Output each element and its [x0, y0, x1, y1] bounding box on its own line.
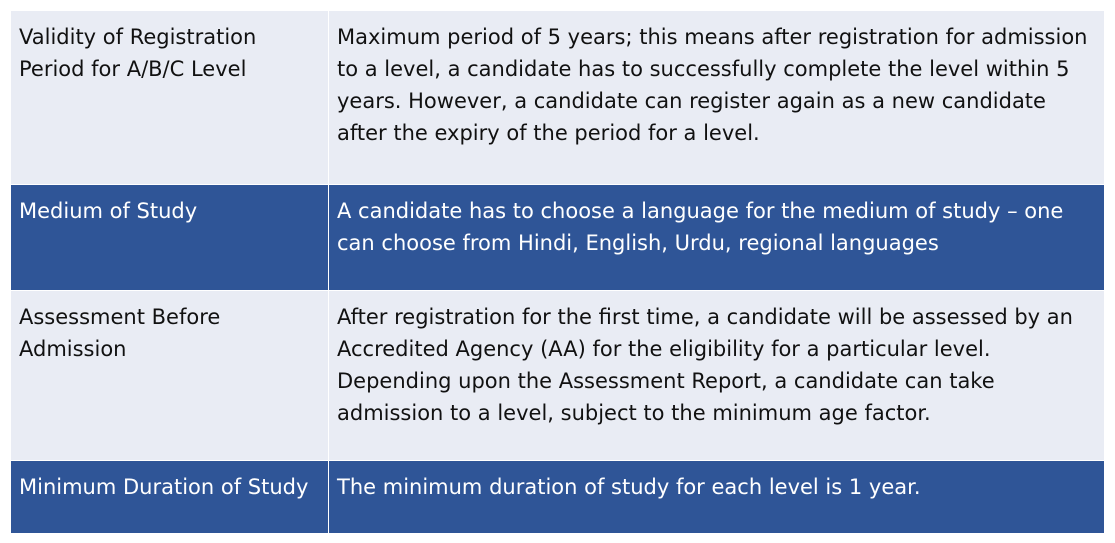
row-description: Maximum period of 5 years; this means after registration for admission to a level, a candidate has to successfully complete the level within 5 years. However, a candidate can register again as a new candidate after the expiry of the period for a level.	[329, 11, 1105, 185]
info-table-container	[10, 10, 1104, 533]
row-label: Minimum Duration of Study	[11, 461, 329, 534]
info-table	[10, 10, 1105, 534]
row-label: Medium of Study	[11, 185, 329, 291]
row-description: After registration for the first time, a candidate will be assessed by an Accredited Agency (AA) for the eligibility for a particular level. Depending upon the Assessment Report, a candidate can take admission to a level, subject to the minimum age factor.	[329, 291, 1105, 461]
table-row	[11, 11, 1105, 185]
row-description: The minimum duration of study for each level is 1 year.	[329, 461, 1105, 534]
row-label: Assessment Before Admission	[11, 291, 329, 461]
row-label: Validity of Registration Period for A/B/C Level	[11, 11, 329, 185]
table-row	[11, 461, 1105, 534]
table-row	[11, 291, 1105, 461]
row-description: A candidate has to choose a language for the medium of study – one can choose from Hindi, English, Urdu, regional languages	[329, 185, 1105, 291]
table-row	[11, 185, 1105, 291]
